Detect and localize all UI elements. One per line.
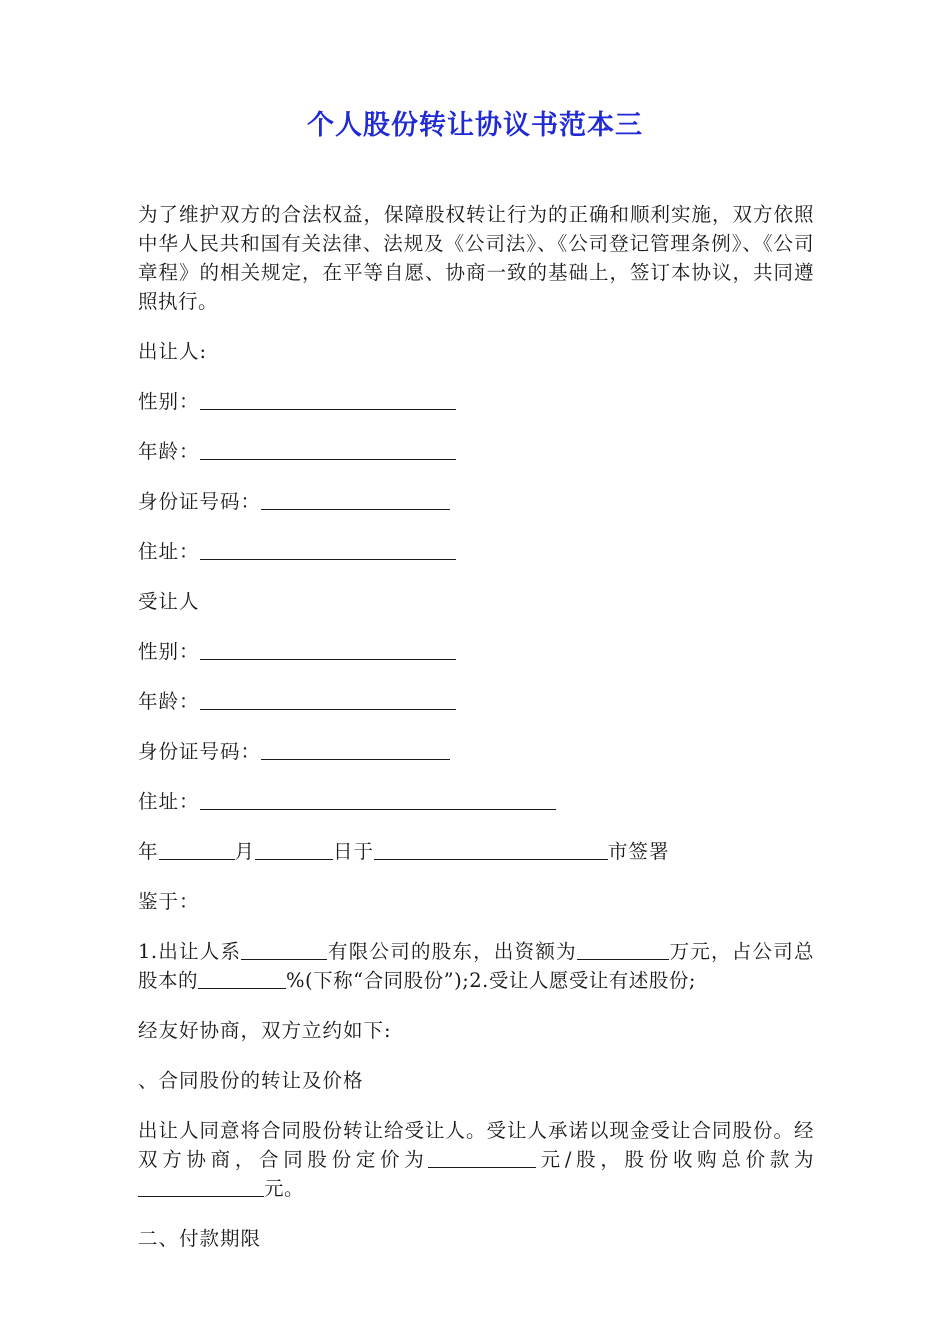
signing-day-label: 日于 — [333, 840, 375, 863]
document-title: 个人股份转让协议书范本三 — [307, 110, 643, 141]
transferor-age-label: 年龄： — [138, 440, 200, 463]
signing-month-label: 月 — [234, 840, 256, 863]
signing-row — [138, 837, 814, 866]
clause1-paragraph — [138, 937, 814, 995]
transferee-age-blank — [200, 689, 456, 710]
signing-month-blank — [255, 839, 333, 860]
transferor-address-row — [138, 537, 814, 566]
transferee-gender-blank — [200, 639, 456, 660]
signing-year-label: 年 — [138, 840, 159, 863]
transferee-address-label: 住址： — [138, 790, 200, 813]
section1-text-3: 元。 — [264, 1177, 305, 1200]
clause1-text-4: %(下称“合同股份”);2.受让人愿受让有述股份; — [286, 969, 696, 992]
transferee-gender-label: 性别： — [138, 640, 200, 663]
intro-paragraph: 为了维护双方的合法权益，保障股权转让行为的正确和顺利实施，双方依照中华人民共和国有关法律、法规及《公司法》、《公司登记管理条例》、《公司章程》的相关规定，在平等自愿、协商一致的基础上，签订本协议，共同遵照执行。 — [138, 203, 814, 313]
transferor-address-label: 住址： — [138, 540, 200, 563]
clause1-text-1: 1.出让人系 — [138, 940, 242, 963]
transferee-address-blank — [200, 789, 556, 810]
whereas-heading: 鉴于： — [138, 890, 200, 913]
transferee-id-label: 身份证号码： — [138, 740, 262, 763]
section1-heading: 、合同股份的转让及价格 — [138, 1069, 364, 1092]
transferee-gender-row — [138, 637, 814, 666]
clause1-text-3: 万元，占公司总股本的 — [138, 940, 814, 992]
section1-text-1: 出让人同意将合同股份转让给受让人。受让人承诺以现金受让合同股份。经双方协商，合同股份定价为 — [138, 1119, 814, 1171]
clause1-percent-blank — [198, 968, 286, 989]
section1-paragraph — [138, 1116, 814, 1203]
transferor-gender-blank — [200, 389, 456, 410]
transferee-id-row — [138, 737, 814, 766]
transferee-id-blank — [261, 739, 450, 760]
transferor-id-blank — [261, 489, 450, 510]
transferor-id-row — [138, 487, 814, 516]
clause1-capital-blank — [577, 939, 669, 960]
transferor-id-label: 身份证号码： — [138, 490, 262, 513]
transferor-gender-row — [138, 387, 814, 416]
clause1-text-2: 有限公司的股东，出资额为 — [327, 940, 577, 963]
signing-city-blank — [374, 839, 608, 860]
section1-total-blank — [138, 1176, 264, 1197]
signing-year-blank — [159, 839, 235, 860]
clause1-company-blank — [241, 939, 327, 960]
transferee-heading: 受让人 — [138, 590, 200, 613]
transferor-gender-label: 性别： — [138, 390, 200, 413]
transferee-age-row — [138, 687, 814, 716]
document-body — [138, 200, 814, 1274]
section2-heading: 二、付款期限 — [138, 1227, 262, 1250]
transferee-address-row — [138, 787, 814, 816]
agreement-intro: 经友好协商，双方立约如下: — [138, 1019, 392, 1042]
section1-text-2: 元/股，股份收购总价款为 — [536, 1148, 814, 1171]
transferee-age-label: 年龄： — [138, 690, 200, 713]
transferor-age-blank — [200, 439, 456, 460]
transferor-heading: 出让人: — [138, 340, 208, 363]
signing-city-label: 市签署 — [608, 840, 670, 863]
section1-price-blank — [428, 1147, 536, 1168]
transferor-age-row — [138, 437, 814, 466]
transferor-address-blank — [200, 539, 456, 560]
